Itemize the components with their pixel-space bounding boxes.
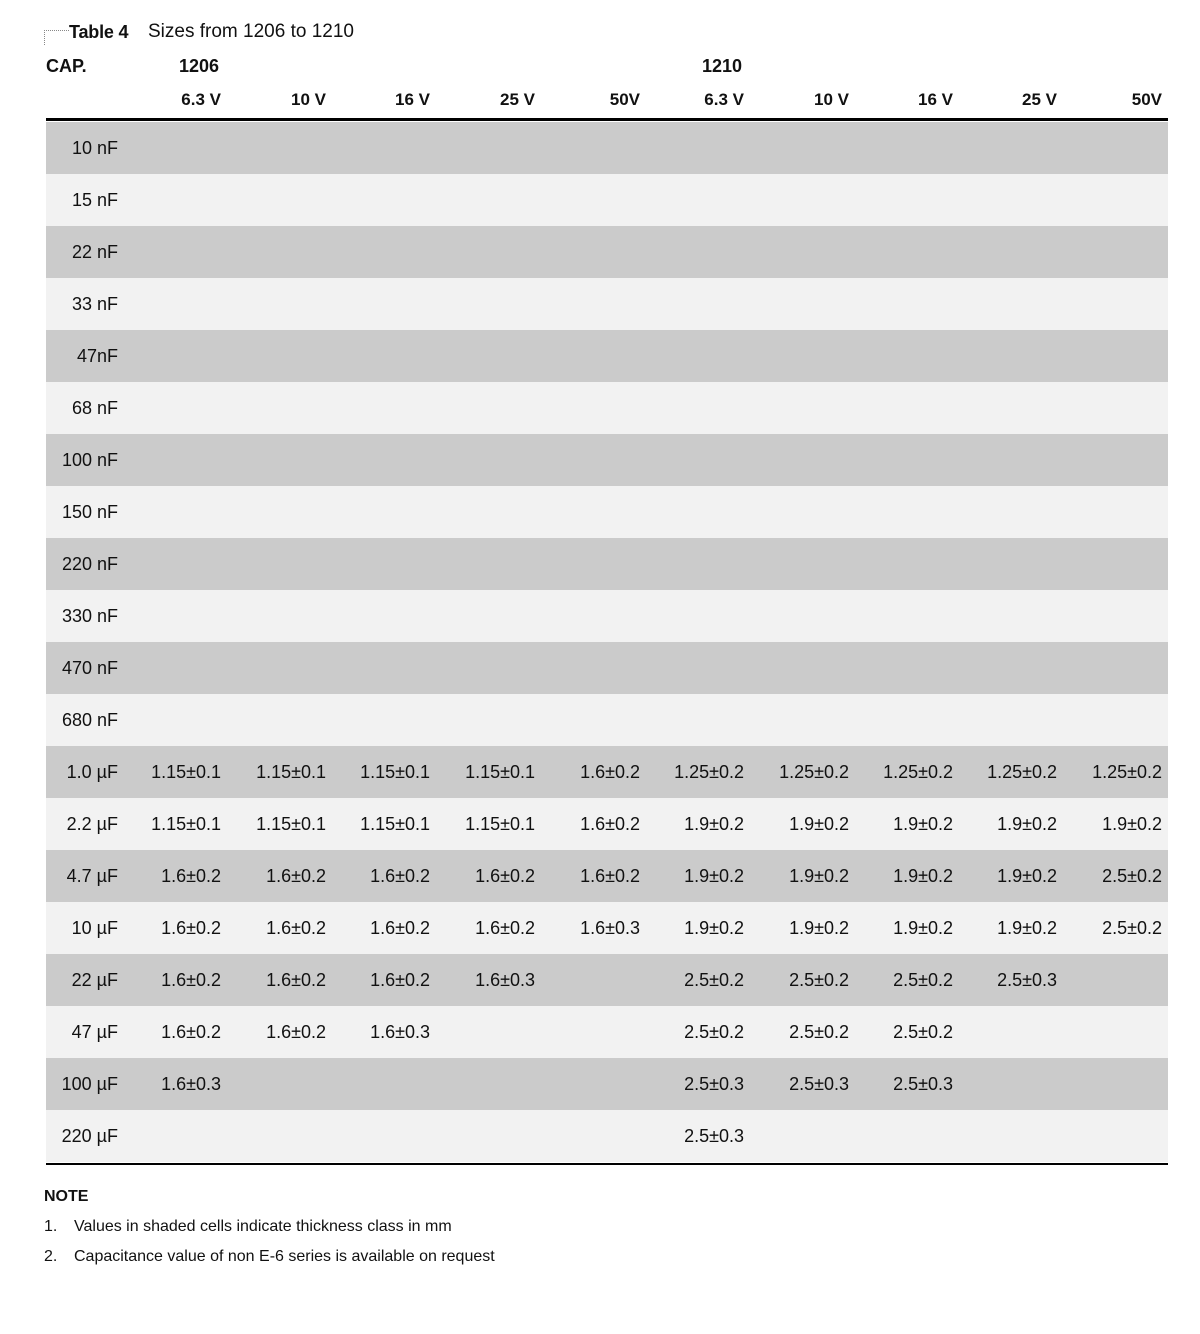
table-row [46,746,1168,798]
caption-corner-mark [44,30,69,45]
thickness-cell: 1.6±0.2 [266,969,326,990]
thickness-cell: 1.25±0.2 [883,761,953,782]
voltage-header: 16 V [918,90,953,109]
note-item-1 [44,1218,452,1236]
voltage-header: 16 V [395,90,430,109]
capacitance-cell: 2.2 µF [66,813,118,834]
capacitance-cell: 1.0 µF [66,761,118,782]
thickness-cell: 1.6±0.2 [475,865,535,886]
thickness-cell: 2.5±0.2 [1102,865,1162,886]
thickness-cell: 1.6±0.2 [370,917,430,938]
table-top-rule [46,118,1168,121]
thickness-cell: 1.6±0.3 [580,917,640,938]
thickness-cell: 1.6±0.2 [580,761,640,782]
table-row [46,278,1168,330]
table-row [46,382,1168,434]
capacitance-cell: 10 nF [71,137,118,158]
table-row [46,330,1168,382]
thickness-cell: 1.9±0.2 [684,917,744,938]
table-row [46,486,1168,538]
table-label: Table 4 [69,22,129,42]
note-text: Capacitance value of non E-6 series is available on request [74,1248,495,1265]
thickness-cell: 1.6±0.2 [266,917,326,938]
capacitance-cell: 33 nF [71,293,118,314]
thickness-cell: 1.15±0.1 [465,813,535,834]
thickness-cell: 1.9±0.2 [684,865,744,886]
thickness-cell: 1.6±0.2 [266,865,326,886]
thickness-cell: 1.6±0.2 [161,917,221,938]
thickness-cell: 1.6±0.2 [161,865,221,886]
thickness-cell: 2.5±0.2 [789,969,849,990]
thickness-cell: 1.15±0.1 [360,761,430,782]
note-number: 2. [44,1248,58,1265]
table-row [46,954,1168,1006]
table-row [46,174,1168,226]
voltage-header: 50V [609,90,640,109]
thickness-cell: 1.9±0.2 [893,917,953,938]
capacitance-table [46,122,1168,1162]
capacitance-cell: 680 nF [61,709,118,730]
thickness-cell: 1.9±0.2 [789,917,849,938]
voltage-header: 10 V [291,90,326,109]
thickness-cell: 1.6±0.2 [266,1021,326,1042]
table-row [46,226,1168,278]
table-row [46,642,1168,694]
capacitance-cell: 15 nF [71,189,118,210]
thickness-cell: 1.9±0.2 [789,813,849,834]
voltage-header: 25 V [1022,90,1057,109]
table-row [46,434,1168,486]
thickness-cell: 1.6±0.2 [161,1021,221,1042]
thickness-cell: 1.15±0.1 [151,813,221,834]
thickness-cell: 1.25±0.2 [987,761,1057,782]
capacitance-cell: 220 µF [61,1125,118,1146]
thickness-cell: 2.5±0.2 [893,969,953,990]
group-header-1210: 1210 [702,56,743,76]
capacitance-cell: 4.7 µF [66,865,118,886]
thickness-cell: 2.5±0.3 [684,1125,744,1146]
capacitance-cell: 10 µF [71,917,118,938]
thickness-cell: 1.15±0.1 [151,761,221,782]
table-row [46,798,1168,850]
table-row [46,590,1168,642]
thickness-cell: 1.25±0.2 [779,761,849,782]
thickness-cell: 2.5±0.3 [684,1073,744,1094]
thickness-cell: 1.15±0.1 [465,761,535,782]
table-row [46,1058,1168,1110]
thickness-cell: 2.5±0.3 [789,1073,849,1094]
thickness-cell: 1.9±0.2 [789,865,849,886]
thickness-cell: 2.5±0.2 [1102,917,1162,938]
table-caption [44,22,644,48]
table-row [46,122,1168,174]
voltage-header: 25 V [500,90,535,109]
thickness-cell: 1.9±0.2 [893,813,953,834]
thickness-cell: 1.6±0.2 [580,813,640,834]
thickness-cell: 1.9±0.2 [1102,813,1162,834]
capacitance-cell: 68 nF [71,397,118,418]
thickness-cell: 1.9±0.2 [997,865,1057,886]
table-title: Sizes from 1206 to 1210 [148,21,354,42]
thickness-cell: 1.25±0.2 [674,761,744,782]
table-row [46,1110,1168,1162]
table-row [46,850,1168,902]
thickness-cell: 2.5±0.2 [684,1021,744,1042]
thickness-cell: 2.5±0.2 [893,1021,953,1042]
capacitance-cell: 22 µF [71,969,118,990]
capacitance-cell: 330 nF [61,605,118,626]
table-row [46,538,1168,590]
table-bottom-rule [46,1163,1168,1165]
capacitance-cell: 150 nF [61,501,118,522]
note-title: NOTE [44,1188,89,1205]
thickness-cell: 1.6±0.3 [161,1073,221,1094]
thickness-cell: 2.5±0.2 [684,969,744,990]
thickness-cell: 1.6±0.3 [475,969,535,990]
thickness-cell: 2.5±0.3 [893,1073,953,1094]
capacitance-cell: 47nF [76,345,118,366]
voltage-header: 6.3 V [704,90,744,109]
table-row [46,694,1168,746]
voltage-header: 50V [1131,90,1162,109]
thickness-cell: 1.6±0.3 [370,1021,430,1042]
thickness-cell: 1.25±0.2 [1092,761,1162,782]
thickness-cell: 1.6±0.2 [580,865,640,886]
thickness-cell: 1.15±0.1 [256,813,326,834]
thickness-cell: 1.9±0.2 [997,917,1057,938]
thickness-cell: 2.5±0.2 [789,1021,849,1042]
note-item-2 [44,1248,495,1266]
thickness-cell: 1.15±0.1 [256,761,326,782]
thickness-cell: 1.9±0.2 [893,865,953,886]
capacitance-cell: 470 nF [61,657,118,678]
thickness-cell: 1.6±0.2 [161,969,221,990]
note-text: Values in shaded cells indicate thickness class in mm [74,1218,452,1235]
capacitance-cell: 220 nF [61,553,118,574]
thickness-cell: 1.6±0.2 [370,865,430,886]
thickness-cell: 1.6±0.2 [475,917,535,938]
thickness-cell: 1.9±0.2 [684,813,744,834]
thickness-cell: 1.6±0.2 [370,969,430,990]
thickness-cell: 2.5±0.3 [997,969,1057,990]
group-header-1206: 1206 [179,56,220,76]
capacitance-cell: 100 µF [61,1073,118,1094]
table-row [46,902,1168,954]
table-row [46,1006,1168,1058]
capacitance-cell: 100 nF [61,449,118,470]
thickness-cell: 1.9±0.2 [997,813,1057,834]
cap-header: CAP. [46,56,87,76]
voltage-header: 6.3 V [181,90,221,109]
capacitance-cell: 22 nF [71,241,118,262]
capacitance-cell: 47 µF [71,1021,118,1042]
thickness-cell: 1.15±0.1 [360,813,430,834]
voltage-header: 10 V [814,90,849,109]
note-number: 1. [44,1218,58,1235]
